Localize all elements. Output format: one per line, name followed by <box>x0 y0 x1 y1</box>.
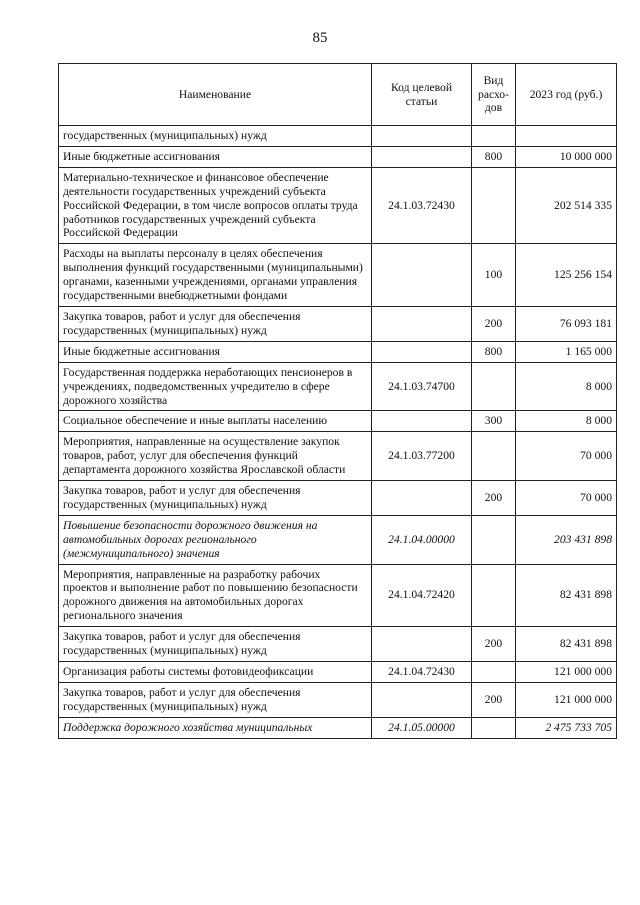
cell-amount: 125 256 154 <box>516 244 617 307</box>
cell-expense-type: 100 <box>472 244 516 307</box>
table-row <box>59 306 617 341</box>
cell-name: Поддержка дорожного хозяйства муниципальных <box>59 717 372 738</box>
cell-code <box>372 682 472 717</box>
table-row <box>59 126 617 147</box>
cell-expense-type: 800 <box>472 146 516 167</box>
cell-code <box>372 146 472 167</box>
table-row <box>59 146 617 167</box>
cell-expense-type: 800 <box>472 341 516 362</box>
header-expense-type: Вид расхо-дов <box>472 64 516 126</box>
cell-amount: 10 000 000 <box>516 146 617 167</box>
cell-code: 24.1.04.00000 <box>372 515 472 564</box>
header-amount-2023: 2023 год (руб.) <box>516 64 617 126</box>
cell-name: Материально-техническое и финансовое обеспечение деятельности государственных учреждений субъекта Российской Федерации, в том числе вопросов оплаты труда работников государственных учреждений субъекта Российской Федерации <box>59 167 372 244</box>
cell-name: Закупка товаров, работ и услуг для обеспечения государственных (муниципальных) нужд <box>59 682 372 717</box>
cell-name: Закупка товаров, работ и услуг для обеспечения государственных (муниципальных) нужд <box>59 306 372 341</box>
cell-expense-type <box>472 515 516 564</box>
cell-expense-type: 200 <box>472 306 516 341</box>
cell-expense-type <box>472 717 516 738</box>
cell-expense-type <box>472 564 516 627</box>
table-row <box>59 411 617 432</box>
cell-name: Повышение безопасности дорожного движения на автомобильных дорогах регионального (межмуниципального) значения <box>59 515 372 564</box>
cell-amount: 1 165 000 <box>516 341 617 362</box>
table-row <box>59 717 617 738</box>
cell-code <box>372 126 472 147</box>
cell-amount: 82 431 898 <box>516 564 617 627</box>
cell-name: Расходы на выплаты персоналу в целях обеспечения выполнения функций государственными (муниципальными) органами, казенными учреждениями, органами управления государственными внебюджетными фондами <box>59 244 372 307</box>
cell-code: 24.1.03.77200 <box>372 432 472 481</box>
page-number: 85 <box>312 30 328 46</box>
cell-expense-type <box>472 362 516 411</box>
cell-code <box>372 244 472 307</box>
cell-expense-type <box>472 167 516 244</box>
cell-expense-type <box>472 432 516 481</box>
cell-amount: 70 000 <box>516 481 617 516</box>
table-row <box>59 481 617 516</box>
cell-amount: 202 514 335 <box>516 167 617 244</box>
cell-code: 24.1.04.72420 <box>372 564 472 627</box>
table-row <box>59 167 617 244</box>
cell-code <box>372 481 472 516</box>
table-row <box>59 515 617 564</box>
table-body <box>59 126 617 739</box>
cell-expense-type: 200 <box>472 627 516 662</box>
table-row <box>59 244 617 307</box>
cell-name: государственных (муниципальных) нужд <box>59 126 372 147</box>
header-code: Код целевой статьи <box>372 64 472 126</box>
table-header-row <box>59 64 617 126</box>
cell-name: Государственная поддержка неработающих пенсионеров в учреждениях, подведомственных учредителю в сфере дорожного хозяйства <box>59 362 372 411</box>
cell-amount: 8 000 <box>516 411 617 432</box>
cell-expense-type: 200 <box>472 682 516 717</box>
header-name: Наименование <box>59 64 372 126</box>
table-row <box>59 662 617 683</box>
cell-code <box>372 306 472 341</box>
cell-name: Иные бюджетные ассигнования <box>59 146 372 167</box>
cell-code: 24.1.05.00000 <box>372 717 472 738</box>
cell-expense-type <box>472 662 516 683</box>
cell-code <box>372 627 472 662</box>
budget-table <box>58 63 617 739</box>
cell-amount <box>516 126 617 147</box>
cell-code: 24.1.03.72430 <box>372 167 472 244</box>
cell-amount: 76 093 181 <box>516 306 617 341</box>
cell-name: Мероприятия, направленные на разработку рабочих проектов и выполнение работ по повышению безопасности дорожного движения на автомобильных дорогах регионального значения <box>59 564 372 627</box>
table-row <box>59 432 617 481</box>
cell-code <box>372 411 472 432</box>
cell-name: Мероприятия, направленные на осуществление закупок товаров, работ, услуг для обеспечения функций департамента дорожного хозяйства Ярославской области <box>59 432 372 481</box>
cell-amount: 82 431 898 <box>516 627 617 662</box>
cell-name: Закупка товаров, работ и услуг для обеспечения государственных (муниципальных) нужд <box>59 627 372 662</box>
cell-amount: 203 431 898 <box>516 515 617 564</box>
cell-name: Иные бюджетные ассигнования <box>59 341 372 362</box>
cell-name: Организация работы системы фотовидеофиксации <box>59 662 372 683</box>
table-row <box>59 564 617 627</box>
cell-amount: 8 000 <box>516 362 617 411</box>
cell-code: 24.1.04.72430 <box>372 662 472 683</box>
cell-code: 24.1.03.74700 <box>372 362 472 411</box>
cell-expense-type: 200 <box>472 481 516 516</box>
cell-name: Закупка товаров, работ и услуг для обеспечения государственных (муниципальных) нужд <box>59 481 372 516</box>
cell-name: Социальное обеспечение и иные выплаты населению <box>59 411 372 432</box>
table-row <box>59 627 617 662</box>
table-row <box>59 341 617 362</box>
table-row <box>59 682 617 717</box>
cell-expense-type <box>472 126 516 147</box>
table-row <box>59 362 617 411</box>
cell-amount: 121 000 000 <box>516 682 617 717</box>
cell-amount: 2 475 733 705 <box>516 717 617 738</box>
cell-amount: 121 000 000 <box>516 662 617 683</box>
cell-amount: 70 000 <box>516 432 617 481</box>
cell-expense-type: 300 <box>472 411 516 432</box>
cell-code <box>372 341 472 362</box>
